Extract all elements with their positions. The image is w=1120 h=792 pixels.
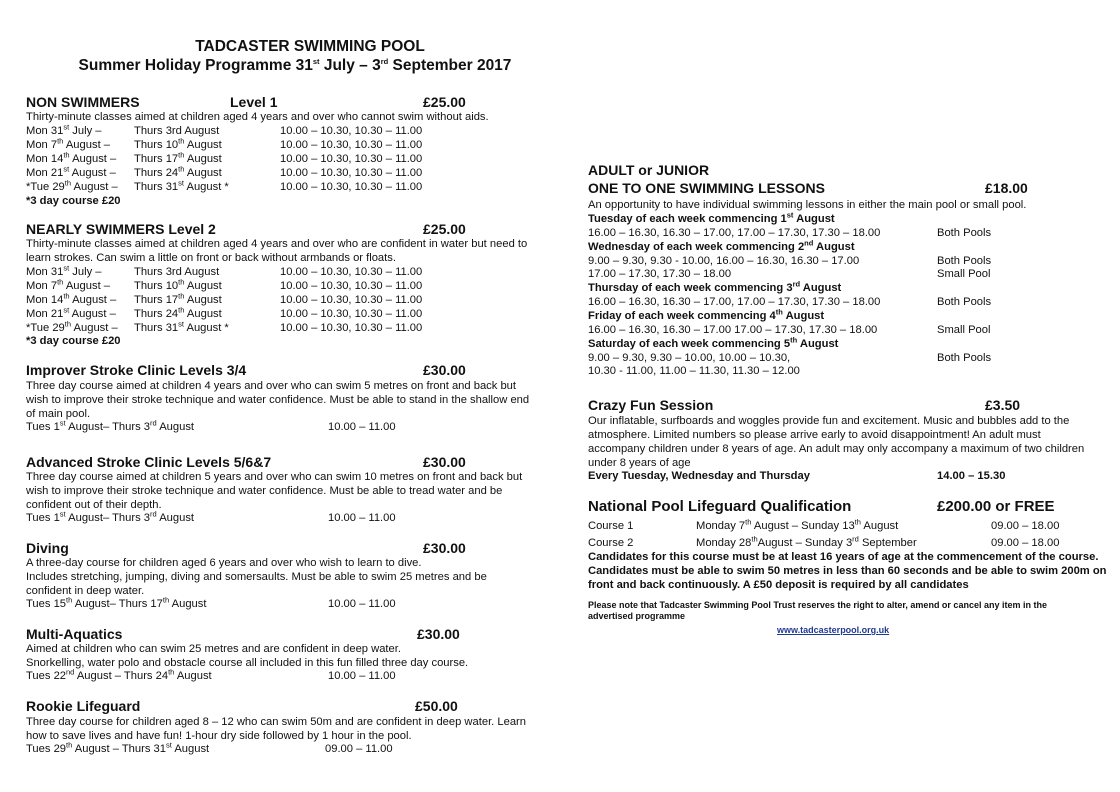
pool-name: Both Pools (937, 296, 992, 309)
date-text: August (184, 167, 222, 179)
subtitle-sup: rd (380, 56, 389, 66)
date-text: Tues 22 (26, 670, 67, 682)
day-label: August (800, 282, 842, 295)
course-dates (26, 669, 212, 683)
date-sup: th (178, 136, 185, 146)
section-description: An opportunity to have individual swimming lessons in either the main pool or small pool. (588, 199, 1027, 211)
lesson-times: 10.30 - 11.00, 11.00 – 11.30, 11.30 – 12.00 (588, 365, 800, 378)
date-sup: th (57, 136, 64, 146)
date-text: August – Sunday 13 (751, 520, 855, 532)
date-text: August (174, 670, 212, 682)
section-price: £30.00 (423, 540, 466, 556)
course-time: 10.00 – 11.00 (328, 598, 396, 610)
section-description: Three day course aimed at children 4 years and over who can swim 5 metres on front and back but wish to improve their stroke technique and water confidence. Must be able to stand in the shallow end of main pool. (26, 380, 530, 420)
date-sup: rd (150, 509, 157, 519)
date-sup: th (64, 178, 72, 188)
date-sup: nd (66, 667, 75, 677)
date-sup: st (166, 740, 172, 750)
date-sup: th (178, 150, 185, 160)
section-price: £50.00 (415, 698, 458, 714)
day-sup: nd (804, 237, 814, 247)
course-time: 10.00 – 11.00 (328, 512, 396, 524)
from-date (26, 321, 118, 335)
date-text: August – (71, 181, 118, 193)
course-time: 09.00 – 18.00 (991, 537, 1060, 549)
pool-name: Both Pools (937, 254, 992, 267)
lesson-times: 9.00 – 9.30, 9.30 - 10.00, 16.00 – 16.30, 16.30 – 17.00 (588, 254, 860, 267)
subtitle-text: Summer Holiday Programme 31 (78, 57, 313, 74)
section-title: NEARLY SWIMMERS Level 2 (26, 221, 216, 237)
date-sup: th (63, 291, 70, 301)
date-text: Thurs 3rd August (134, 266, 220, 278)
day-label: Saturday of each week commencing 5 (588, 337, 791, 350)
date-text: Mon 31 (26, 125, 64, 137)
date-text: August (184, 294, 222, 306)
date-text: August (184, 308, 222, 320)
date-sup: th (178, 164, 185, 174)
session-times: 10.00 – 10.30, 10.30 – 11.00 (280, 322, 423, 334)
date-text: Thurs 31 (134, 181, 179, 193)
date-text: Mon 14 (26, 294, 64, 306)
date-text: Thurs 3rd August (134, 125, 220, 137)
date-text: August– Thurs 17 (72, 598, 163, 610)
date-text: Thurs 17 (134, 153, 179, 165)
date-text: Monday 28 (696, 537, 752, 549)
day-heading (588, 237, 855, 254)
date-sup: st (63, 122, 70, 132)
date-sup: st (59, 509, 66, 519)
date-text: Thurs 10 (134, 280, 179, 292)
session-days: Every Tuesday, Wednesday and Thursday (588, 470, 810, 482)
section-description: Thirty-minute classes aimed at children aged 4 years and over who cannot swim without aids. (26, 111, 489, 123)
day-label: Wednesday of each week commencing 2 (588, 240, 805, 253)
section-title: Diving (26, 540, 69, 556)
pool-name: Both Pools (937, 351, 992, 364)
date-sup: st (59, 418, 66, 428)
date-sup: th (66, 740, 73, 750)
date-text: Tues 1 (26, 421, 60, 433)
date-text: Thurs 17 (134, 294, 179, 306)
date-text: August (860, 520, 899, 532)
day-heading (588, 309, 824, 323)
date-text: August – (69, 308, 116, 320)
section-description: Our inflatable, surfboards and woggles provide fun and excitement. Music and bubbles add to the atmosphere. Limited numbers so please arrive early to avoid disappointment! An adult must accompany children under 8 years of age. An adult may only accompany a maximum of two children under 8 years of age (588, 415, 1085, 469)
day-sup: st (786, 210, 794, 220)
date-sup: th (57, 277, 64, 287)
section-price: £25.00 (423, 94, 466, 110)
course-time: 09.00 – 11.00 (325, 743, 393, 755)
day-sup: th (790, 334, 798, 344)
date-text: August – Sunday 3 (757, 537, 853, 549)
day-label: August (782, 309, 825, 322)
section-description: Aimed at children who can swim 25 metres and are confident in deep water. (26, 643, 401, 655)
section-title: Multi-Aquatics (26, 626, 123, 642)
lesson-times: 16.00 – 16.30, 16.30 – 17.00, 17.00 – 17.30, 17.30 – 18.00 (588, 227, 881, 239)
section-price: £30.00 (417, 626, 460, 642)
date-sup: st (178, 319, 184, 329)
to-date (134, 180, 229, 194)
from-date (26, 293, 116, 307)
date-text: August – (63, 280, 111, 292)
date-text: *Tue 29 (26, 181, 65, 193)
footnote: *3 day course £20 (26, 335, 121, 347)
date-text: July – (69, 266, 102, 278)
day-heading (588, 281, 841, 295)
session-times: 10.00 – 10.30, 10.30 – 11.00 (280, 280, 423, 292)
day-sup: rd (792, 279, 801, 289)
date-sup: th (178, 277, 185, 287)
course-time: 10.00 – 11.00 (328, 421, 396, 433)
section-title: Rookie Lifeguard (26, 698, 141, 714)
date-text: August * (184, 322, 229, 334)
lesson-times: 16.00 – 16.30, 16.30 – 17.00 17.00 – 17.30, 17.30 – 18.00 (588, 323, 878, 336)
date-text: August (169, 598, 207, 610)
session-times: 10.00 – 10.30, 10.30 – 11.00 (280, 266, 423, 278)
course-dates (26, 511, 194, 525)
section-price: £30.00 (423, 454, 466, 470)
section-description: Snorkelling, water polo and obstacle course all included in this fun filled three day course. (26, 657, 469, 669)
day-label: August (797, 337, 839, 350)
day-label: Tuesday of each week commencing 1 (588, 213, 787, 225)
from-date (26, 124, 102, 138)
date-text: August – (69, 294, 117, 306)
page-title: TADCASTER SWIMMING POOL (195, 38, 425, 55)
lesson-times: 16.00 – 16.30, 16.30 – 17.00, 17.00 – 17.30, 17.30 – 18.00 (588, 296, 881, 309)
session-times: 10.00 – 10.30, 10.30 – 11.00 (280, 181, 423, 193)
session-times: 10.00 – 10.30, 10.30 – 11.00 (280, 125, 423, 137)
date-text: August (156, 512, 195, 524)
section-title: Crazy Fun Session (588, 397, 714, 413)
date-text: August (184, 139, 222, 151)
date-sup: st (63, 263, 70, 273)
section-title: NON SWIMMERS (26, 94, 140, 110)
date-text: August (184, 153, 222, 165)
from-date (26, 180, 118, 194)
date-text: Mon 14 (26, 153, 64, 165)
session-times: 10.00 – 10.30, 10.30 – 11.00 (280, 167, 423, 179)
section-price: £3.50 (985, 397, 1021, 413)
date-text: July – (69, 125, 102, 137)
from-date (26, 152, 116, 166)
section-price: £200.00 or FREE (937, 498, 1055, 515)
date-text: Mon 7 (26, 280, 58, 292)
page-subtitle (0, 57, 590, 75)
date-text: August – (71, 322, 118, 334)
date-text: Mon 21 (26, 167, 64, 179)
date-text: Mon 31 (26, 266, 64, 278)
subtitle-text: September 2017 (388, 57, 512, 74)
date-text: August – (69, 167, 116, 179)
section-description: Three day course for children aged 8 – 12 who can swim 50m and are confident in deep water. Learn how to save lives and have fun! 1-hour dry side followed by 1 hour in the pool. (26, 716, 527, 742)
date-text: *Tue 29 (26, 322, 65, 334)
date-sup: st (178, 178, 184, 188)
section-description: Thirty-minute classes aimed at children aged 4 years and over who are confident in water but need to learn strokes. Can swim a little on front or back without armbands or floats. (26, 238, 528, 264)
course-dates (26, 597, 206, 611)
day-label: Friday of each week commencing 4 (588, 309, 776, 322)
date-text: Thurs 10 (134, 139, 179, 151)
section-title: ONE TO ONE SWIMMING LESSONS (588, 180, 825, 196)
date-sup: th (168, 667, 175, 677)
pool-name: Small Pool (937, 323, 991, 336)
date-text: Mon 21 (26, 308, 64, 320)
date-sup: th (63, 150, 70, 160)
session-times: 10.00 – 10.30, 10.30 – 11.00 (280, 139, 423, 151)
date-sup: th (178, 305, 185, 315)
section-description: Includes stretching, jumping, diving and somersaults. Must be able to swim 25 metres and be confident in deep water. (26, 571, 487, 597)
section-description: A three-day course for children aged 6 years and over who wish to learn to dive. (26, 557, 422, 569)
lesson-times: 17.00 – 17.30, 17.30 – 18.00 (588, 268, 732, 281)
subtitle-sup: st (312, 56, 320, 66)
requirements-text: Candidates for this course must be at least 16 years of age at the commencement of the course. Candidates must be able to swim 50 metres in less than 60 seconds and be able to swim 200m on front and back continuously. A £50 deposit is required by all candidates (588, 551, 1107, 591)
date-text: August– Thurs 3 (65, 512, 151, 524)
disclaimer-note: Please note that Tadcaster Swimming Pool Trust reserves the right to alter, amend or cancel any item in the advertised programme (588, 600, 1047, 621)
date-text: Tues 15 (26, 598, 67, 610)
date-text: August (184, 280, 222, 292)
from-date (26, 265, 102, 279)
to-date (134, 124, 219, 138)
course-dates (26, 420, 194, 434)
date-sup: th (66, 595, 73, 605)
course-label: Course 1 (588, 520, 634, 532)
course-dates (696, 536, 917, 550)
section-title: Improver Stroke Clinic Levels 3/4 (26, 362, 247, 378)
date-sup: st (63, 164, 70, 174)
date-sup: th (751, 534, 758, 544)
date-text: Thurs 24 (134, 167, 179, 179)
date-text: Tues 29 (26, 743, 67, 755)
section-price: £18.00 (985, 180, 1028, 196)
day-label: Thursday of each week commencing 3 (588, 282, 793, 295)
date-sup: th (64, 319, 72, 329)
date-text: Mon 7 (26, 139, 58, 151)
date-text: Tues 1 (26, 512, 60, 524)
date-text: Thurs 24 (134, 308, 179, 320)
course-dates (696, 519, 898, 533)
date-sup: th (854, 517, 861, 527)
pool-name: Both Pools (937, 227, 992, 239)
website-link[interactable]: www.tadcasterpool.org.uk (777, 625, 890, 635)
session-times: 10.00 – 10.30, 10.30 – 11.00 (280, 294, 423, 306)
to-date (134, 265, 219, 279)
day-sup: th (775, 307, 783, 317)
section-title: Advanced Stroke Clinic Levels 5/6&7 (26, 454, 272, 470)
section-description: Three day course aimed at children 5 years and over who can swim 10 metres on front and back but wish to improve their stroke technique and water confidence. Must be able to tread water and be confident out of their depth. (26, 471, 523, 511)
session-times: 10.00 – 10.30, 10.30 – 11.00 (280, 308, 423, 320)
date-sup: th (745, 517, 752, 527)
session-time: 14.00 – 15.30 (937, 470, 1006, 482)
date-text: August (171, 743, 210, 755)
section-price: £30.00 (423, 362, 466, 378)
day-label: August (793, 213, 835, 225)
date-text: August – Thurs 24 (74, 670, 169, 682)
to-date (134, 321, 229, 335)
course-label: Course 2 (588, 537, 634, 549)
date-text: August – (63, 139, 111, 151)
day-heading (588, 334, 839, 351)
date-sup: st (63, 305, 70, 315)
date-text: August– Thurs 3 (65, 421, 151, 433)
session-times: 10.00 – 10.30, 10.30 – 11.00 (280, 153, 423, 165)
date-text: Monday 7 (696, 520, 746, 532)
date-text: August – (69, 153, 117, 165)
section-level: Level 1 (230, 94, 278, 110)
footnote: *3 day course £20 (26, 195, 121, 207)
date-text: Thurs 31 (134, 322, 179, 334)
course-time: 09.00 – 18.00 (991, 520, 1060, 532)
date-text: August – Thurs 31 (72, 743, 166, 755)
date-sup: th (178, 291, 185, 301)
date-text: August * (184, 181, 229, 193)
section-title: National Pool Lifeguard Qualification (588, 498, 852, 515)
date-sup: rd (852, 534, 859, 544)
day-label: August (813, 240, 855, 253)
date-text: August (156, 421, 195, 433)
date-sup: th (162, 595, 170, 605)
day-heading (588, 212, 835, 226)
section-title: ADULT or JUNIOR (588, 162, 710, 178)
date-text: September (858, 537, 917, 549)
course-dates (26, 742, 209, 756)
course-time: 10.00 – 11.00 (328, 670, 396, 682)
pool-name: Small Pool (937, 268, 991, 281)
section-price: £25.00 (423, 221, 466, 237)
date-sup: rd (150, 418, 157, 428)
lesson-times: 9.00 – 9.30, 9.30 – 10.00, 10.00 – 10.30, (588, 351, 791, 364)
subtitle-text: July – 3 (319, 57, 381, 74)
